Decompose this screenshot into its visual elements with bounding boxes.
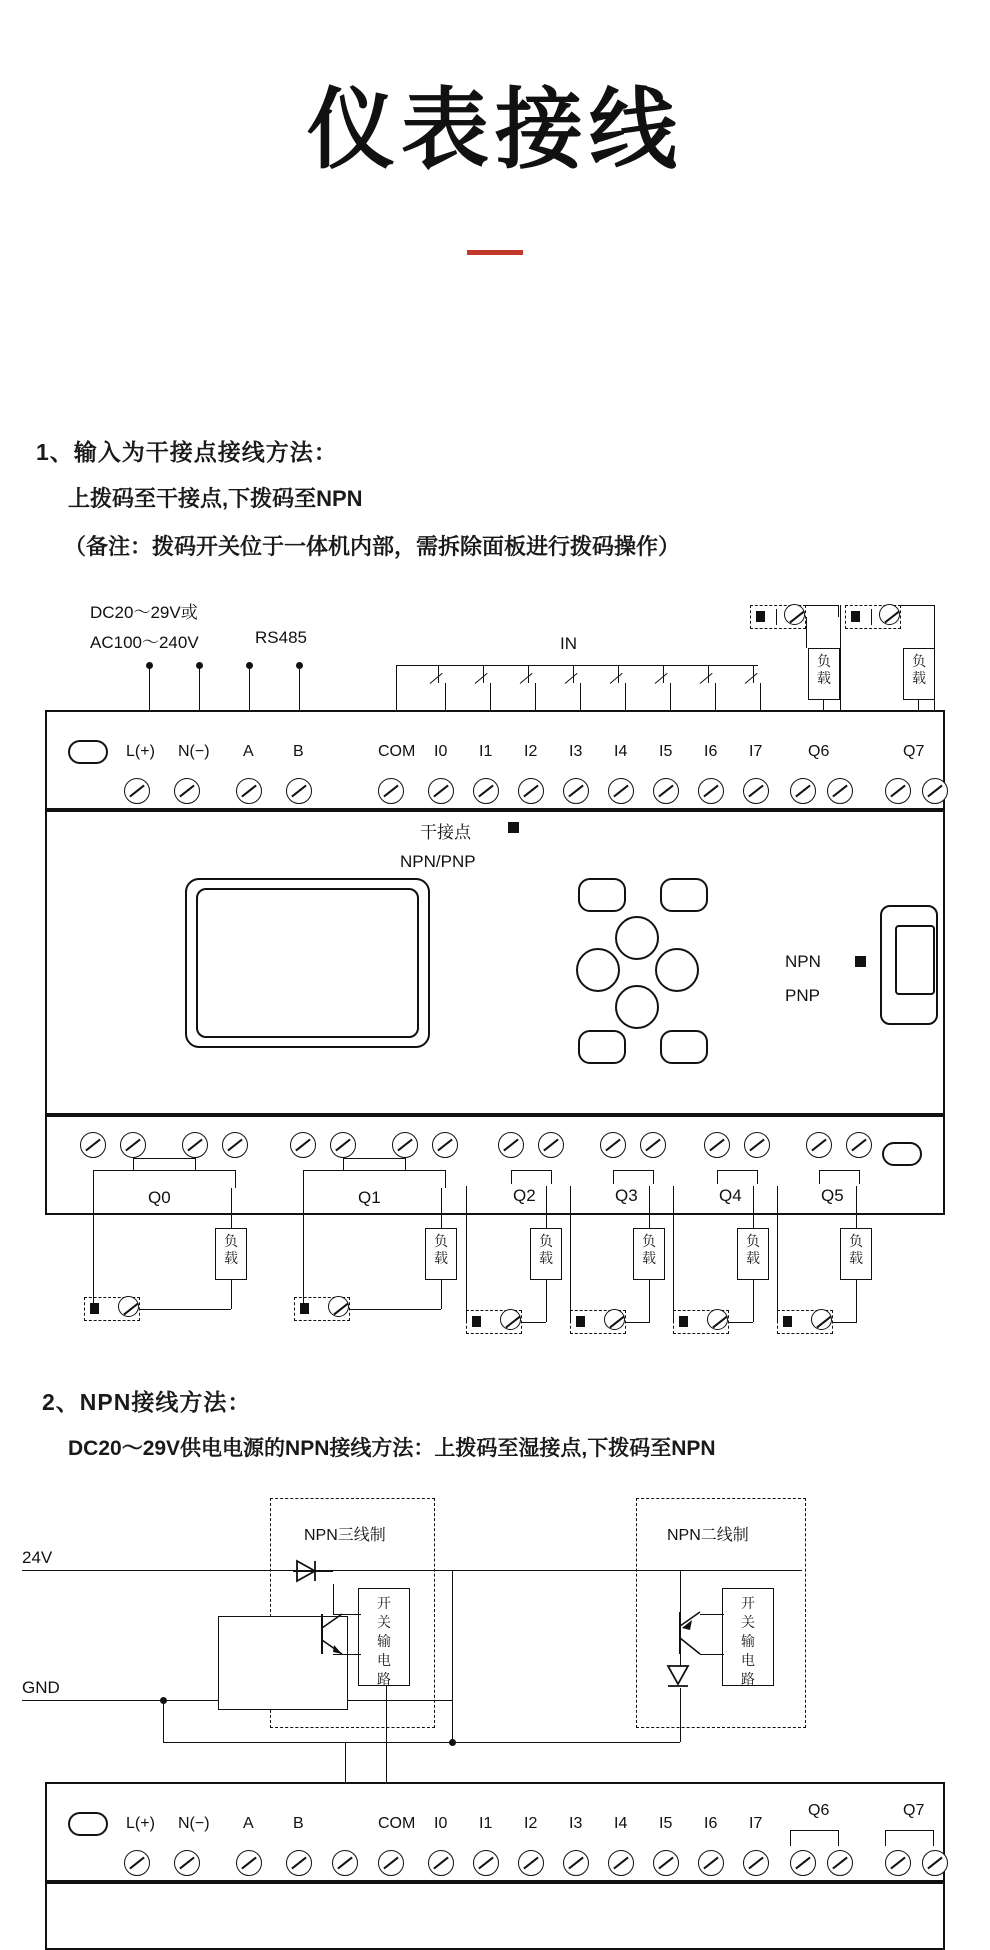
terminal-label-i4: I4 bbox=[614, 743, 628, 760]
screw-terminal-q1-b bbox=[330, 1132, 356, 1158]
bracket-q0 bbox=[93, 1170, 235, 1171]
key-down[interactable] bbox=[615, 985, 659, 1029]
screw-terminal-q6-a bbox=[790, 778, 816, 804]
screw-terminal-i7 bbox=[743, 778, 769, 804]
screw-terminal-q0-a bbox=[80, 1132, 106, 1158]
wire-q6-down bbox=[823, 700, 824, 710]
in-switch-i3 bbox=[565, 673, 578, 684]
in-switch-i1 bbox=[475, 673, 488, 684]
terminal2-label-b: B bbox=[293, 1815, 304, 1832]
bracket-q1-left bbox=[303, 1170, 304, 1188]
supply-terminal-q5 bbox=[811, 1309, 832, 1330]
in-switch-i7 bbox=[745, 673, 758, 684]
bracket-q3-right bbox=[653, 1170, 654, 1184]
screw-terminal-i1 bbox=[473, 778, 499, 804]
mount-hole-diagram2 bbox=[68, 1812, 108, 1836]
bracket2-q7 bbox=[885, 1830, 933, 1831]
output-label-q5: Q5 bbox=[821, 1186, 844, 1205]
terminal2-label-i4: I4 bbox=[614, 1815, 628, 1832]
label-gnd: GND bbox=[22, 1678, 60, 1697]
screw-terminal-b bbox=[286, 778, 312, 804]
in-label: IN bbox=[560, 634, 577, 653]
wire-q5-supply bbox=[833, 1322, 857, 1323]
terminal-label-i0: I0 bbox=[434, 743, 448, 760]
terminal2-label-q7: Q7 bbox=[903, 1802, 925, 1819]
supply-pin-q6 bbox=[776, 609, 777, 625]
feed-i0-down bbox=[345, 1742, 346, 1782]
bracket-q1-mid-top bbox=[343, 1158, 405, 1159]
load-char-2: 载 bbox=[434, 1250, 448, 1266]
bracket-q1-mid-a bbox=[343, 1158, 344, 1170]
gnd-drop bbox=[163, 1700, 164, 1742]
terminal2-label-i5: I5 bbox=[659, 1815, 673, 1832]
screw-terminal-q2-b bbox=[538, 1132, 564, 1158]
terminal2-label-i3: I3 bbox=[569, 1815, 583, 1832]
bracket2-q6-right bbox=[838, 1830, 839, 1846]
terminal-label-b: B bbox=[293, 743, 304, 760]
terminal-label-q6: Q6 bbox=[808, 743, 830, 760]
in-leg-i7-bot bbox=[760, 683, 761, 710]
wire-q0-load-up bbox=[231, 1188, 232, 1228]
bracket-q4-left bbox=[717, 1170, 718, 1184]
two-wire-join bbox=[680, 1736, 681, 1742]
bracket-q3-left bbox=[613, 1170, 614, 1184]
key-bottom-right[interactable] bbox=[660, 1030, 708, 1064]
transistor-icon-three-wire bbox=[316, 1610, 350, 1658]
sic-char-5: 电 bbox=[741, 1652, 755, 1668]
dip-label-npn-pnp: NPN/PNP bbox=[400, 852, 476, 871]
wire-q7-down bbox=[918, 700, 919, 710]
mount-hole-top-left bbox=[68, 740, 108, 764]
wire-q1-load-down bbox=[441, 1280, 442, 1309]
bracket-q1-mid-b bbox=[405, 1158, 406, 1170]
wire-q1-supply bbox=[350, 1309, 441, 1310]
sic-char-5: 电 bbox=[377, 1652, 391, 1668]
supply-bar-q2 bbox=[472, 1316, 481, 1327]
screw-terminal-q1-c bbox=[392, 1132, 418, 1158]
screw2-terminal-i6 bbox=[698, 1850, 724, 1876]
in-switch-i4 bbox=[610, 673, 623, 684]
bracket-q0-mid-b bbox=[195, 1158, 196, 1170]
terminal2-label-l: L(+) bbox=[126, 1815, 155, 1832]
wire-q4-return bbox=[673, 1186, 674, 1322]
wire-q0-return bbox=[93, 1188, 94, 1309]
wire-q2-load-down bbox=[546, 1280, 547, 1322]
power-lead-n bbox=[199, 665, 200, 710]
in-leg-i6-bot bbox=[715, 683, 716, 710]
load-char-1: 负 bbox=[434, 1233, 448, 1249]
supply-bar-q3 bbox=[576, 1316, 585, 1327]
terminal-label-i5: I5 bbox=[659, 743, 673, 760]
three-wire-top-wire bbox=[333, 1584, 334, 1614]
screw-terminal-i6 bbox=[698, 778, 724, 804]
screw-terminal-n bbox=[174, 778, 200, 804]
section-1-heading: 1、输入为干接点接线方法： bbox=[36, 439, 338, 465]
screw2-terminal-i4 bbox=[608, 1850, 634, 1876]
bracket-q5-right bbox=[859, 1170, 860, 1184]
load-char-1: 负 bbox=[539, 1233, 553, 1249]
screw2-terminal-i5 bbox=[653, 1850, 679, 1876]
load-char-1: 负 bbox=[224, 1233, 238, 1249]
screw-terminal-q1-a bbox=[290, 1132, 316, 1158]
sic-char-2: 关 bbox=[741, 1614, 755, 1630]
screw-terminal-a bbox=[236, 778, 262, 804]
load-char-1: 负 bbox=[817, 653, 831, 669]
supply-terminal-q6 bbox=[784, 604, 805, 625]
lcd-screen-inner bbox=[196, 888, 419, 1038]
dip-switch-indicator-1 bbox=[508, 822, 519, 833]
in-switch-i0 bbox=[430, 673, 443, 684]
page-title: 仪表接线 bbox=[306, 80, 683, 179]
terminal2-label-i1: I1 bbox=[479, 1815, 493, 1832]
output-label-q0: Q0 bbox=[148, 1188, 171, 1207]
screw2-terminal-i1 bbox=[473, 1850, 499, 1876]
switch-input-circuit-box-3wire bbox=[358, 1588, 410, 1686]
in-switch-i6 bbox=[700, 673, 713, 684]
two-wire-bottom-lead bbox=[680, 1688, 681, 1736]
screw-terminal-q6-b bbox=[827, 778, 853, 804]
feed-i1-down bbox=[386, 1742, 387, 1782]
load-char-1: 负 bbox=[849, 1233, 863, 1249]
junction-node bbox=[449, 1739, 456, 1746]
power-label-line-2: AC100～240V bbox=[90, 633, 199, 652]
screw-terminal-i3 bbox=[563, 778, 589, 804]
bracket-q4 bbox=[717, 1170, 757, 1171]
screw2-terminal-i3 bbox=[563, 1850, 589, 1876]
bracket-q4-right bbox=[757, 1170, 758, 1184]
key-up[interactable] bbox=[615, 916, 659, 960]
supply-terminal-q4 bbox=[707, 1309, 728, 1330]
screw2-terminal-i2 bbox=[518, 1850, 544, 1876]
in-leg-i3-bot bbox=[580, 683, 581, 710]
terminal2-label-i7: I7 bbox=[749, 1815, 763, 1832]
screw-terminal-q5-b bbox=[846, 1132, 872, 1158]
load-box-q2 bbox=[530, 1228, 562, 1280]
load-box-q5 bbox=[840, 1228, 872, 1280]
screw-terminal-q0-b bbox=[120, 1132, 146, 1158]
feed-i1 bbox=[386, 1686, 387, 1742]
wire-q4-supply bbox=[729, 1322, 753, 1323]
side-connector-port bbox=[895, 925, 935, 995]
device-2-front-panel bbox=[45, 1882, 945, 1950]
terminal2-label-a: A bbox=[243, 1815, 254, 1832]
bracket2-q6-left bbox=[790, 1830, 791, 1846]
screw-terminal-i5 bbox=[653, 778, 679, 804]
screw-terminal-q4-b bbox=[744, 1132, 770, 1158]
dip-label-dry-contact: 干接点 bbox=[420, 823, 471, 842]
screw2-terminal-com bbox=[332, 1850, 358, 1876]
power-node-l bbox=[146, 662, 153, 669]
sic-char-6: 路 bbox=[741, 1671, 755, 1687]
load-box-q6 bbox=[808, 648, 840, 700]
load-char-2: 载 bbox=[849, 1250, 863, 1266]
two-wire-feed-vertical bbox=[452, 1570, 453, 1742]
npn-three-wire-label: NPN三线制 bbox=[300, 1522, 390, 1545]
supply-terminal-q1 bbox=[328, 1296, 349, 1317]
wire-q7-right-down bbox=[934, 605, 935, 710]
sic-char-2: 关 bbox=[377, 1614, 391, 1630]
wire-q3-supply bbox=[626, 1322, 650, 1323]
supply-terminal-q0 bbox=[118, 1296, 139, 1317]
supply-terminal-q3 bbox=[604, 1309, 625, 1330]
load-char-2: 载 bbox=[539, 1250, 553, 1266]
wire-q7-top bbox=[900, 605, 934, 606]
bracket-q0-right bbox=[235, 1170, 236, 1188]
mount-hole-bottom-right bbox=[882, 1142, 922, 1166]
npn-two-wire-label: NPN二线制 bbox=[663, 1522, 753, 1545]
bracket2-q7-left bbox=[885, 1830, 886, 1846]
terminal2-label-i2: I2 bbox=[524, 1815, 538, 1832]
bottom-junction-rail bbox=[386, 1742, 680, 1743]
output-label-q4: Q4 bbox=[719, 1186, 742, 1205]
key-right[interactable] bbox=[655, 948, 699, 992]
output-label-q3: Q3 bbox=[615, 1186, 638, 1205]
sic-char-3: 输 bbox=[377, 1633, 391, 1649]
wire-q4-load-down bbox=[753, 1280, 754, 1322]
screw-terminal-i0 bbox=[428, 778, 454, 804]
load-box-q4 bbox=[737, 1228, 769, 1280]
bracket2-q6 bbox=[790, 1830, 838, 1831]
in-switch-i2 bbox=[520, 673, 533, 684]
screw2-terminal-n bbox=[174, 1850, 200, 1876]
screw-terminal-q0-c bbox=[182, 1132, 208, 1158]
screw-terminal-com bbox=[378, 778, 404, 804]
screw-terminal-q2-a bbox=[498, 1132, 524, 1158]
power-lead-l bbox=[149, 665, 150, 710]
load-char-2: 载 bbox=[912, 670, 926, 686]
supply-bar-q0 bbox=[90, 1303, 99, 1314]
output-label-q1: Q1 bbox=[358, 1188, 381, 1207]
terminal-label-com: COM bbox=[378, 743, 416, 760]
terminal2-label-com: COM bbox=[378, 1815, 416, 1832]
screw-terminal-q1-d bbox=[432, 1132, 458, 1158]
in-leg-i2-bot bbox=[535, 683, 536, 710]
bracket-q1-right bbox=[445, 1170, 446, 1188]
supply-bar-q1 bbox=[300, 1303, 309, 1314]
screw2-terminal-i0 bbox=[428, 1850, 454, 1876]
in-lead-com bbox=[396, 665, 397, 710]
load-box-q7 bbox=[903, 648, 935, 700]
supply-bar-q5 bbox=[783, 1316, 792, 1327]
label-24v: 24V bbox=[22, 1548, 53, 1567]
load-char-2: 载 bbox=[817, 670, 831, 686]
wire-q3-return bbox=[570, 1186, 571, 1322]
load-box-q0 bbox=[215, 1228, 247, 1280]
three-wire-supply-wire bbox=[293, 1571, 333, 1572]
load-box-q1 bbox=[425, 1228, 457, 1280]
two-wire-mid-lead bbox=[680, 1654, 681, 1666]
terminal2-label-q6: Q6 bbox=[808, 1802, 830, 1819]
rs485-node-b bbox=[296, 662, 303, 669]
bracket-q2-right bbox=[551, 1170, 552, 1184]
screw2-terminal-b bbox=[286, 1850, 312, 1876]
in-leg-i1-bot bbox=[490, 683, 491, 710]
section-2-heading: 2、NPN接线方法： bbox=[42, 1389, 252, 1415]
wire-q3-load-down bbox=[649, 1280, 650, 1322]
screw-terminal-q7-b bbox=[922, 778, 948, 804]
screw-terminal-q0-d bbox=[222, 1132, 248, 1158]
bracket-q0-mid-a bbox=[133, 1158, 134, 1170]
screw-terminal-q4-a bbox=[704, 1132, 730, 1158]
diode-icon-two-wire bbox=[664, 1662, 698, 1692]
switch-input-circuit-box-2wire bbox=[722, 1588, 774, 1686]
bracket-q1 bbox=[303, 1170, 445, 1171]
wire-q6-right-down bbox=[840, 605, 841, 710]
terminal-label-i7: I7 bbox=[749, 743, 763, 760]
terminal-label-i3: I3 bbox=[569, 743, 583, 760]
bracket-q0-left bbox=[93, 1170, 94, 1188]
bracket-q3 bbox=[613, 1170, 653, 1171]
screw-terminal-q5-a bbox=[806, 1132, 832, 1158]
wire-q5-load-down bbox=[856, 1280, 857, 1322]
terminal-label-n: N(−) bbox=[178, 743, 210, 760]
wire-q2-load-up bbox=[546, 1186, 547, 1228]
wire-q2-supply bbox=[522, 1322, 546, 1323]
load-char-1: 负 bbox=[642, 1233, 656, 1249]
section-1-line-3: （备注：拨码开关位于一体机内部，需拆除面板进行拨码操作） bbox=[64, 534, 681, 559]
in-leg-i4-bot bbox=[625, 683, 626, 710]
terminal-label-i6: I6 bbox=[704, 743, 718, 760]
terminal2-label-i6: I6 bbox=[704, 1815, 718, 1832]
screw-terminal-q3-b bbox=[640, 1132, 666, 1158]
screw2-terminal-a bbox=[236, 1850, 262, 1876]
supply-bar-q6 bbox=[756, 611, 765, 622]
bracket-q2 bbox=[511, 1170, 551, 1171]
title-underline-rule bbox=[467, 250, 523, 255]
wire-q4-load-up bbox=[753, 1186, 754, 1228]
wire-q5-load-up bbox=[856, 1186, 857, 1228]
screw2-terminal-q6-b bbox=[827, 1850, 853, 1876]
wire-q6-top bbox=[805, 605, 839, 606]
dip-label-pnp: PNP bbox=[785, 986, 820, 1005]
dip-label-npn: NPN bbox=[785, 952, 821, 971]
screw-terminal-i2 bbox=[518, 778, 544, 804]
wire-q0-supply bbox=[140, 1309, 231, 1310]
screw-terminal-q3-a bbox=[600, 1132, 626, 1158]
bracket2-q7-right bbox=[933, 1830, 934, 1846]
screw2-terminal-q7-a bbox=[885, 1850, 911, 1876]
sic-char-1: 开 bbox=[377, 1595, 391, 1611]
screw2-terminal-com-b bbox=[378, 1850, 404, 1876]
screw2-terminal-l bbox=[124, 1850, 150, 1876]
load-box-q3 bbox=[633, 1228, 665, 1280]
sic-char-3: 输 bbox=[741, 1633, 755, 1649]
device-bottom-terminal-strip bbox=[45, 1115, 945, 1215]
terminal2-label-n: N(−) bbox=[178, 1815, 210, 1832]
terminal-label-q7: Q7 bbox=[903, 743, 925, 760]
wire-q1-return bbox=[303, 1188, 304, 1309]
three-wire-collector-wire bbox=[333, 1614, 361, 1615]
load-char-2: 载 bbox=[224, 1250, 238, 1266]
terminal-label-l: L(+) bbox=[126, 743, 155, 760]
screw2-terminal-i7 bbox=[743, 1850, 769, 1876]
transistor-icon-two-wire bbox=[670, 1608, 706, 1658]
supply-pin-q7 bbox=[871, 609, 872, 625]
in-leg-i0-bot bbox=[445, 683, 446, 710]
terminal-label-i1: I1 bbox=[479, 743, 493, 760]
wire-q1-load-up bbox=[441, 1188, 442, 1228]
bracket-q5 bbox=[819, 1170, 859, 1171]
key-bottom-left[interactable] bbox=[578, 1030, 626, 1064]
supply-terminal-q7 bbox=[879, 604, 900, 625]
power-label-line-1: DC20～29V或 bbox=[90, 603, 198, 622]
rs485-node-a bbox=[246, 662, 253, 669]
supply-bar-q4 bbox=[679, 1316, 688, 1327]
load-char-2: 载 bbox=[746, 1250, 760, 1266]
screw-terminal-l bbox=[124, 778, 150, 804]
load-char-1: 负 bbox=[746, 1233, 760, 1249]
screw2-terminal-q6-a bbox=[790, 1850, 816, 1876]
output-label-q2: Q2 bbox=[513, 1186, 536, 1205]
load-char-2: 载 bbox=[642, 1250, 656, 1266]
three-wire-emitter-wire bbox=[333, 1654, 361, 1655]
terminal-label-a: A bbox=[243, 743, 254, 760]
sic-char-1: 开 bbox=[741, 1595, 755, 1611]
bracket-q5-left bbox=[819, 1170, 820, 1184]
load-char-1: 负 bbox=[912, 653, 926, 669]
in-leg-i5-bot bbox=[670, 683, 671, 710]
in-switch-i5 bbox=[655, 673, 668, 684]
two-wire-emitter-wire bbox=[700, 1654, 724, 1655]
rs485-lead-a bbox=[249, 665, 250, 710]
wire-q0-load-down bbox=[231, 1280, 232, 1309]
wire-q6-up bbox=[838, 605, 839, 617]
section-1-line-2: 上拨码至干接点,下拨码至NPN bbox=[68, 486, 363, 511]
rs485-lead-b bbox=[299, 665, 300, 710]
bracket-q0-mid-top bbox=[133, 1158, 195, 1159]
two-wire-top-lead bbox=[680, 1570, 681, 1612]
two-wire-collector-wire bbox=[700, 1614, 724, 1615]
screw2-terminal-q7-b bbox=[922, 1850, 948, 1876]
gnd-to-junction bbox=[163, 1742, 386, 1743]
wire-q2-return bbox=[466, 1186, 467, 1322]
bracket-q2-left bbox=[511, 1170, 512, 1184]
section-2-line-2: DC20～29V供电电源的NPN接线方法：上拨码至湿接点,下拨码至NPN bbox=[68, 1437, 716, 1460]
screw-terminal-q7-a bbox=[885, 778, 911, 804]
screw-terminal-i4 bbox=[608, 778, 634, 804]
wire-q3-load-up bbox=[649, 1186, 650, 1228]
key-top-left[interactable] bbox=[578, 878, 626, 912]
terminal2-label-i0: I0 bbox=[434, 1815, 448, 1832]
wire-q6-load-right bbox=[806, 617, 807, 648]
terminal-label-i2: I2 bbox=[524, 743, 538, 760]
rs485-label: RS485 bbox=[255, 628, 307, 647]
key-top-right[interactable] bbox=[660, 878, 708, 912]
supply-terminal-q2 bbox=[500, 1309, 521, 1330]
wire-q5-return bbox=[777, 1186, 778, 1322]
power-node-n bbox=[196, 662, 203, 669]
in-bus-line bbox=[396, 665, 758, 666]
key-left[interactable] bbox=[576, 948, 620, 992]
sic-char-6: 路 bbox=[377, 1671, 391, 1687]
dip-switch-indicator-2 bbox=[855, 956, 866, 967]
supply-bar-q7 bbox=[851, 611, 860, 622]
